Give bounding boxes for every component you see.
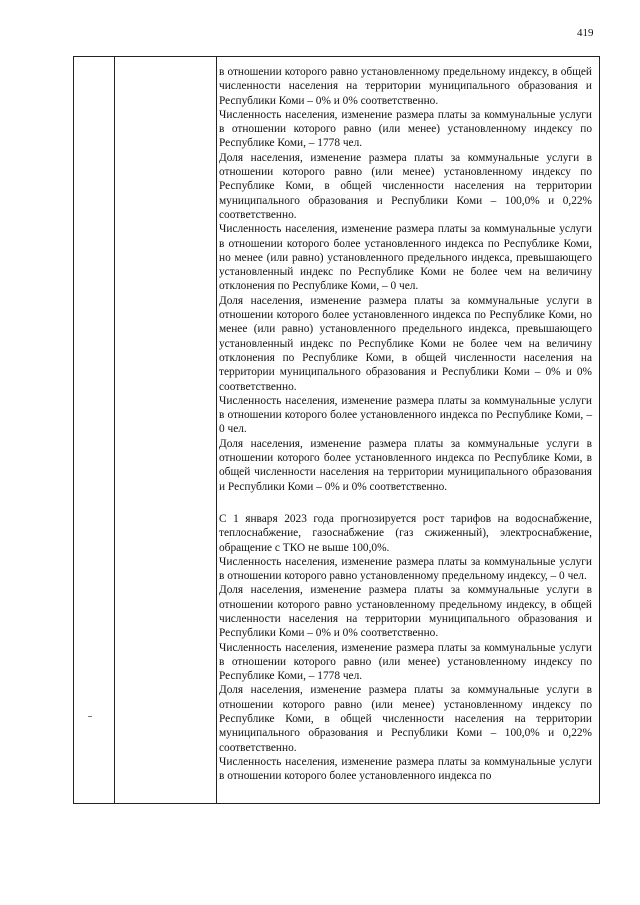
paragraph: Доля населения, изменение размера платы за коммунальные услуги в отношении которого равно (или менее) установленному индексу по Республике Коми, в общей численности населения на территории муниципального образования и Республики Коми – 100,0% и 0,22% соответственно. [219, 151, 592, 221]
paragraph: Численность населения, изменение размера платы за коммунальные услуги в отношении которого равно (или менее) установленному индексу по Республике Коми, – 1778 чел. [219, 108, 592, 150]
paragraph: в отношении которого равно установленному предельному индексу, в общей численности населения на территории муниципального образования и Республики Коми – 0% и 0% соответственно. [219, 66, 592, 107]
spacer [219, 494, 592, 508]
paragraph: Доля населения, изменение размера платы за коммунальные услуги в отношении которого равно установленному предельному индексу, в общей численности населения на территории муниципального образования и Республики Коми – 0% и 0% соответственно. [219, 584, 592, 640]
paragraph: Доля населения, изменение размера платы за коммунальные услуги в отношении которого более установленного индекса по Республике Коми, но менее (или равно) установленного предельного индекса, превышающего установленный индекс по Республике Коми не более чем на величину отклонения по Республике Коми, в общей численности населения на территории муниципального образования и Республики Коми – 0% и 0% соответственно. [219, 294, 592, 393]
paragraph: Численность населения, изменение размера платы за коммунальные услуги в отношении которого равно установленному предельному индексу, – 0 чел. [219, 555, 592, 583]
paragraph: Численность населения, изменение размера платы за коммунальные услуги в отношении которого более установленного индекса по Республике Коми, – 0 чел. [219, 394, 592, 436]
paragraph: Доля населения, изменение размера платы за коммунальные услуги в отношении которого более установленного индекса по Республике Коми, в общей численности населения на территории муниципального образования и Республики Коми – 0% и 0% соответственно. [219, 437, 592, 493]
paragraph: С 1 января 2023 года прогнозируется рост тарифов на водоснабжение, теплоснабжение, газоснабжение (газ сжиженный), электроснабжение, обращение с ТКО не выше 100,0%. [219, 512, 592, 554]
document-table [73, 56, 600, 804]
paragraph: Численность населения, изменение размера платы за коммунальные услуги в отношении которого более установленного индекса по Республике Коми, но менее (или равно) установленного предельного индекса, превышающего установленный индекс по Республике Коми не более чем на величину отклонения по Республике Коми, – 0 чел. [219, 223, 592, 293]
column-divider [216, 57, 217, 803]
table-text-cell [219, 65, 592, 784]
column-divider [114, 57, 115, 803]
scan-mark [88, 716, 92, 717]
paragraph: Доля населения, изменение размера платы за коммунальные услуги в отношении которого равно (или менее) установленному индексу по Республике Коми, в общей численности населения на территории муниципального образования и Республики Коми – 100,0% и 0,22% соответственно. [219, 684, 592, 754]
paragraph: Численность населения, изменение размера платы за коммунальные услуги в отношении которого более установленного индекса по [219, 755, 592, 783]
paragraph: Численность населения, изменение размера платы за коммунальные услуги в отношении которого равно (или менее) установленному индексу по Республике Коми, – 1778 чел. [219, 641, 592, 683]
page-number: 419 [577, 27, 594, 39]
